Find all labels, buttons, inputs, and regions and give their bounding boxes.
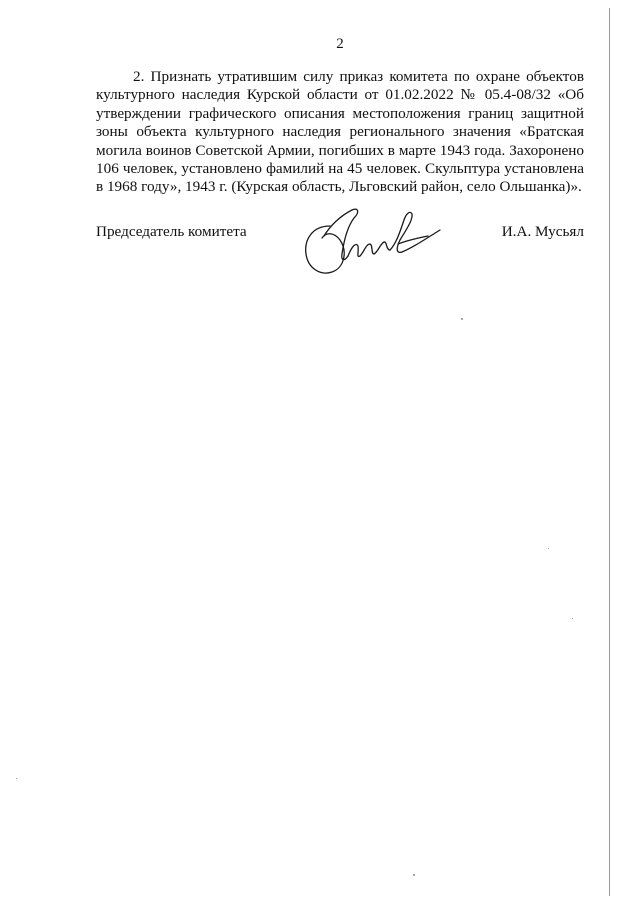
scan-speck: [572, 618, 573, 619]
signatory-role: Председатель комитета: [96, 223, 247, 240]
scan-speck: [413, 874, 415, 876]
page-number: 2: [336, 36, 344, 52]
scan-speck: [16, 778, 17, 779]
scan-speck: [461, 318, 463, 320]
handwritten-signature: [300, 196, 450, 286]
scan-edge-line: [609, 8, 610, 896]
body-paragraph: 2. Признать утратившим силу приказ комитета по охране объектов культурного наследия Курской области от 01.02.2022 № 05.4-08/32 «Об утверждении графического описания местоположения границ защитной зоны объекта культурного наследия регионального значения «Братская могила воинов Советской Армии, погибших в марте 1943 года. Захоронено 106 человек, установлено фамилий на 45 человек. Скульптура установлена в 1968 году», 1943 г. (Курская область, Льговский район, село Ольшанка)».: [96, 68, 584, 196]
scan-speck: [548, 548, 549, 549]
signatory-name: И.А. Мусьял: [501, 223, 584, 240]
